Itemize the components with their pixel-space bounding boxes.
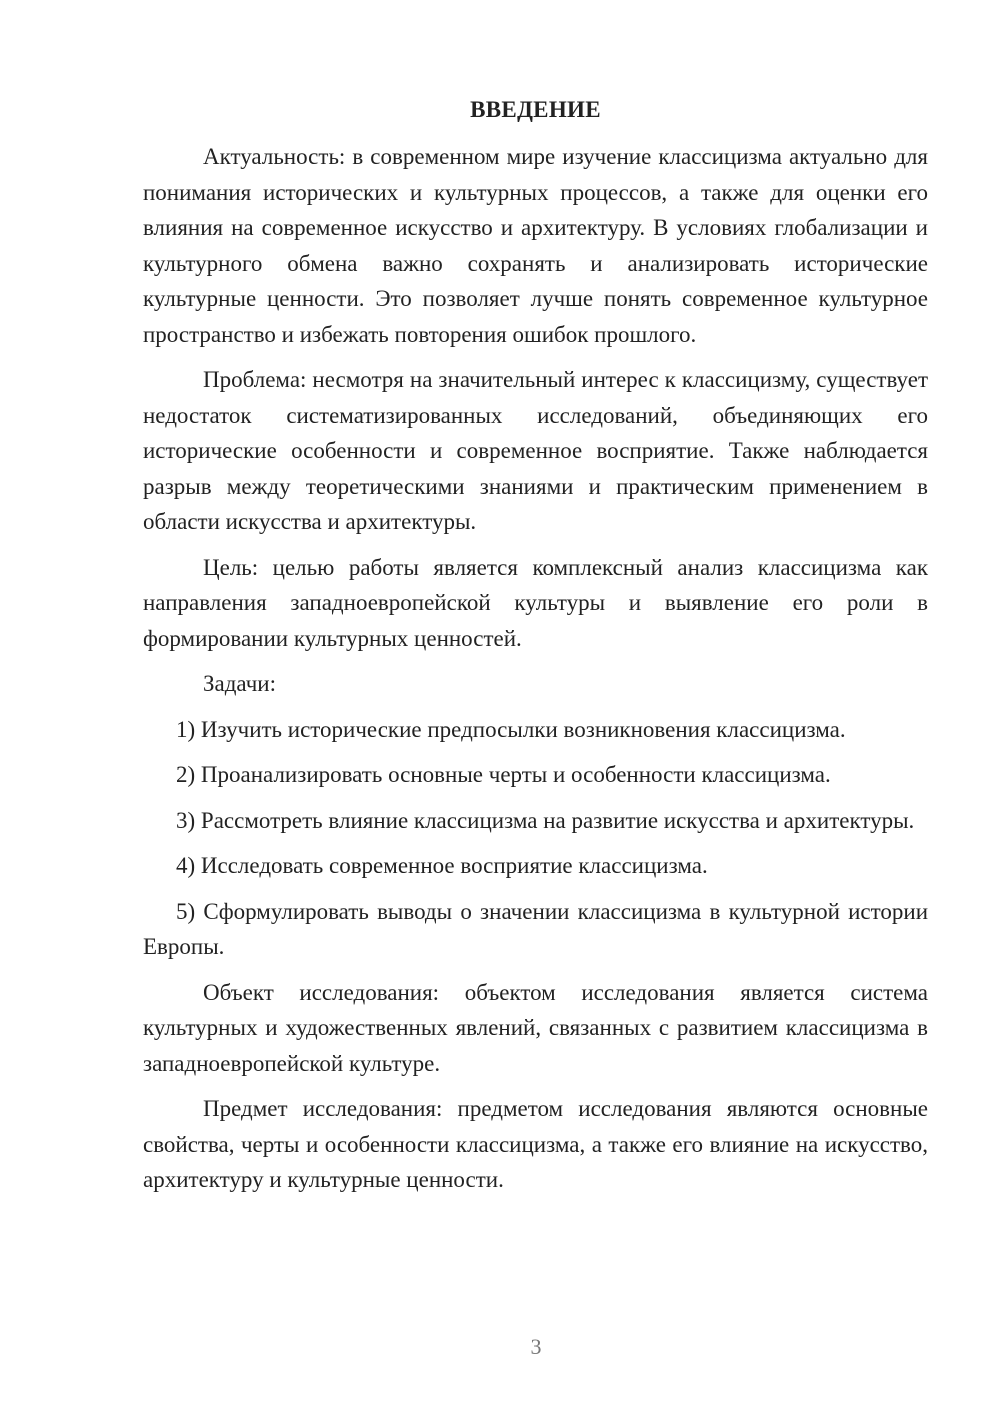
- task-item-5: 5) Сформулировать выводы о значении классицизма в культурной истории Европы.: [143, 898, 928, 959]
- paragraph-problem: Проблема: несмотря на значительный интерес к классицизму, существует недостаток систематизированных исследований, объединяющих его исторические особенности и современное восприятие. Также наблюдается разрыв между теоретическими знаниями и практическим применением в области искусства и архитектуры.: [143, 367, 928, 534]
- page-content: [143, 95, 928, 1208]
- task-item-3: 3) Рассмотреть влияние классицизма на развитие искусства и архитектуры.: [176, 807, 915, 833]
- task-item-2: 2) Проанализировать основные черты и особенности классицизма.: [176, 762, 831, 787]
- paragraph-subject: Предмет исследования: предметом исследования являются основные свойства, черты и особенности классицизма, а также его влияние на искусство, архитектуру и культурные ценности.: [143, 1096, 928, 1192]
- paragraph-object: Объект исследования: объектом исследования является система культурных и художественных явлений, связанных с развитием классицизма в западноевропейской культуре.: [143, 979, 928, 1076]
- tasks-heading: Задачи:: [203, 671, 276, 696]
- paragraph-goal: Цель: целью работы является комплексный анализ классицизма как направления западноевропейской культуры и выявление его роли в формировании культурных ценностей.: [143, 554, 928, 651]
- task-item-4: 4) Исследовать современное восприятие классицизма.: [176, 853, 708, 878]
- page-title: ВВЕДЕНИЕ: [470, 97, 601, 122]
- page-number: 3: [530, 1334, 542, 1359]
- task-item-1: 1) Изучить исторические предпосылки возникновения классицизма.: [176, 716, 846, 742]
- paragraph-relevance: Актуальность: в современном мире изучение классицизма актуально для понимания исторических и культурных процессов, а также для оценки его влияния на современное искусство и архитектуру. В условиях глобализации и культурного обмена важно сохранять и анализировать исторические культурные ценности. Это позволяет лучше понять современное культурное пространство и избежать повторения ошибок прошлого.: [143, 144, 928, 347]
